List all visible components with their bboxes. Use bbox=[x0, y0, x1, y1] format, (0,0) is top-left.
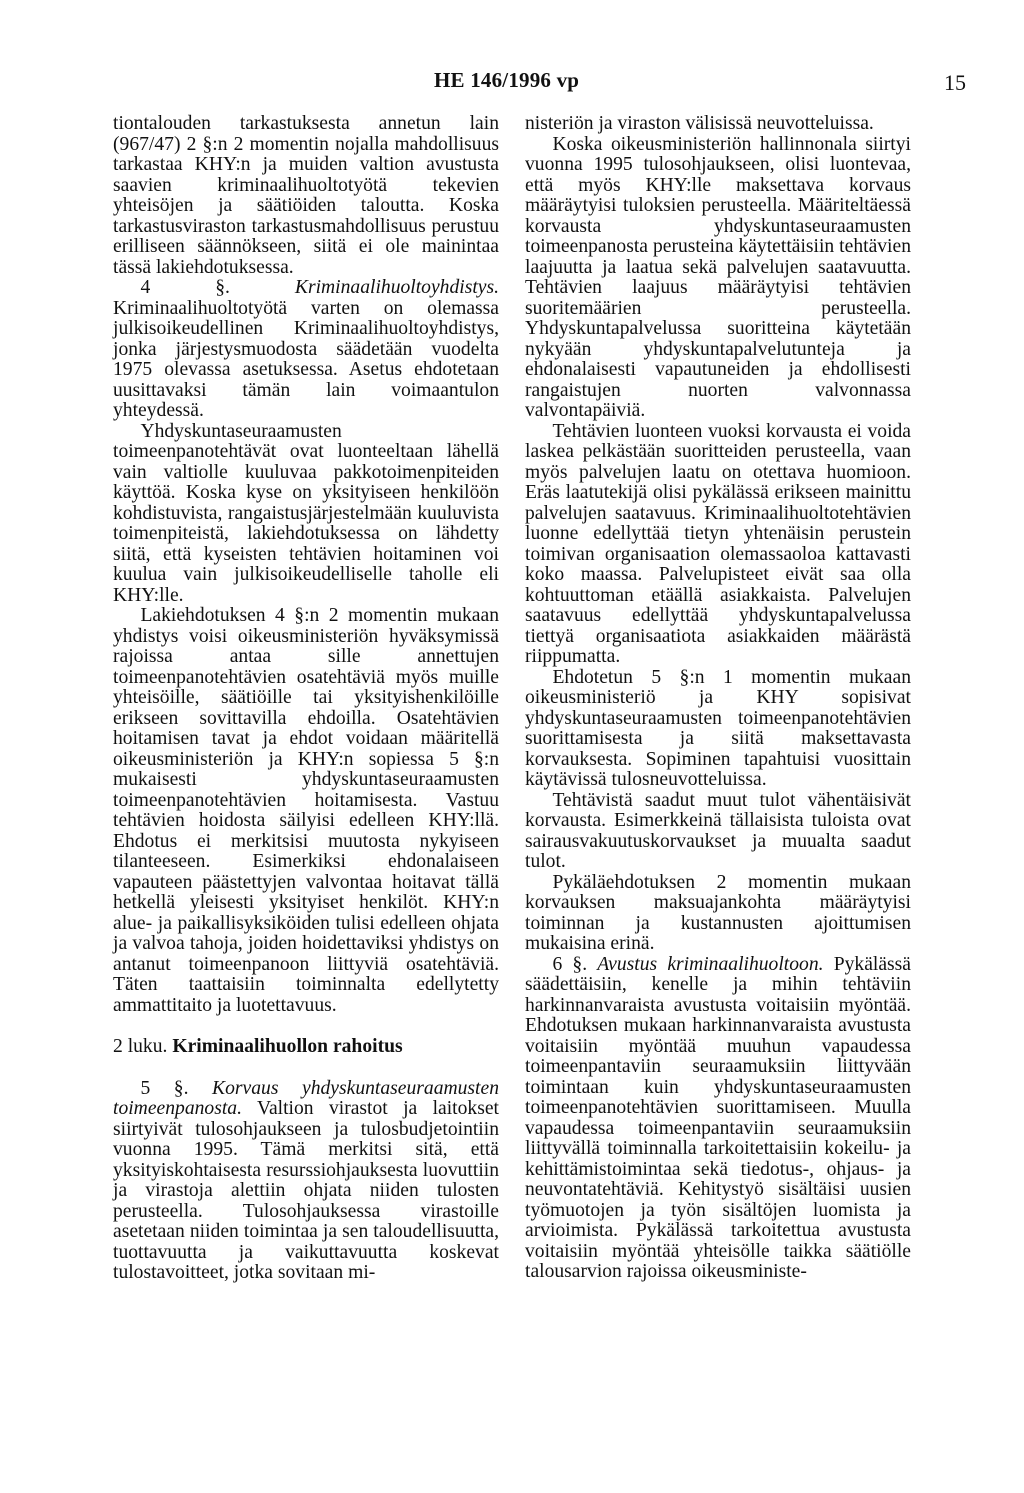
document-id: HE 146/1996 vp bbox=[434, 68, 580, 92]
left-column bbox=[113, 114, 499, 1284]
section-text: Pykälässä säädettäisiin, kenelle ja mihin tehtäviin harkinnanvaraista avustusta voitaisiin myöntää. Ehdotuksen mukaan harkinnanvaraista avustusta voitaisiin myöntää muuhun vapaudessa toimeenpantaviin seuraamuksiin liittyvään toimintaan kuin yhdyskuntaseuraamusten toimeenpanotehtävien suorittamiseen. Muulla vapaudessa toimeenpantaviin seuraamuksiin liittyvällä toiminnalla tarkoitettaisiin kokeilu- ja kehittämistoimintaa sekä tiedotus-, ohjaus- ja neuvontatehtäviä. Kehitystyö sisältäisi uusien työmuotojen ja työn sisältöjen luomista ja arvioimista. Pykälässä tarkoitettua avustusta voitaisiin myöntää yhteisölle taikka säätiölle talousarvion rajoissa oikeusministe- bbox=[525, 953, 911, 1282]
paragraph: Tehtävistä saadut muut tulot vähentäisivät korvausta. Esimerkkeinä tällaisista tuloista ovat sairausvakuutuskorvaukset ja muualta saadut tulot. bbox=[525, 789, 911, 872]
chapter-title: Kriminaalihuollon rahoitus bbox=[172, 1036, 403, 1057]
section-title: Korvaus yhdyskuntaseuraamusten toimeenpanosta. bbox=[113, 1077, 499, 1119]
paragraph: Tehtävien luonteen vuoksi korvausta ei voida laskea pelkästään suoritteiden perusteella, vaan myös palvelujen laatu on otettava huomioon. Eräs laatutekijä olisi pykälässä erikseen mainittu palvelujen saatavuus. Kriminaalihuoltotehtävien luonne edellyttää tietyn yhtenäisin perustein toimivan organisaation olemassaoloa kattavasti koko maassa. Palvelupisteet eivät saa olla kohtuuttoman etäällä asiakkaista. Palvelujen saatavuus edellyttää yhdyskuntapalvelussa tiettyä organisaatiota asiakkaiden määrästä riippumatta. bbox=[525, 420, 911, 667]
paragraph: Lakiehdotuksen 4 §:n 2 momentin mukaan yhdistys voisi oikeusministeriön hyväksymissä rajoissa antaa sille annettujen toimeenpanotehtävien osatehtäviä myös muille yhteisöille, säätiöille tai yksityishenkilöille erikseen sovittavilla ehdoilla. Osatehtävien hoitamisen tavat ja ehdot voidaan määritellä oikeusministeriön ja KHY:n sopiessa 5 §:n mukaisesti yhdyskuntaseuraamusten toimeenpanotehtävien hoitamisesta. Vastuu tehtävien hoidosta säilyisi edelleen KHY:llä. Ehdotus ei merkitsisi muutosta nykyiseen tilanteeseen. Esimerkiksi ehdonalaiseen vapauteen päästettyjen valvontaa hoitavat tällä hetkellä yleisesti yksityiset henkilöt. KHY:n alue- ja paikallisyksiköiden tulisi edelleen ohjata ja valvoa tahoja, joiden hoidettaviksi yhdistys on antanut toimeenpanoon liittyviä osatehtäviä. Täten taattaisiin toiminnalta edellytetty ammattitaito ja luotettavuus. bbox=[113, 605, 499, 1016]
section-title: Avustus kriminaalihuoltoon. bbox=[597, 953, 824, 975]
section-text: Valtion virastot ja laitokset siirtyivät tulosohjaukseen ja tulosbudjetointiin vuonna 1995. Tämä merkitsi sitä, että yksityiskohtaisesta resurssiohjauksesta luovuttiin ja virastoja alettiin ohjata niiden tulosten perusteella. Tulosohjauksessa virastoille asetetaan niiden toimintaa ja sen taloudellisuutta, tuottavuutta ja vaikuttavuutta koskevat tulostavoitteet, jotka sovitaan mi- bbox=[113, 1098, 499, 1283]
section-5-paragraph bbox=[113, 1079, 499, 1284]
right-column bbox=[525, 114, 911, 1283]
paragraph: Pykäläehdotuksen 2 momentin mukaan korvauksen maksuajankohta määräytyisi toiminnan ja kustannusten ajoittumisen mukaisina erinä. bbox=[525, 871, 911, 954]
paragraph: Koska oikeusministeriön hallinnonala siirtyi vuonna 1995 tulosohjaukseen, olisi luontevaa, että myös KHY:lle maksettava korvaus määräytyisi tuloksien perusteella. Määriteltäessä korvausta yhdyskuntaseuraamusten toimeenpanosta perusteina käytettäisiin tehtävien laajuutta ja laatua sekä palvelujen saatavuutta. Tehtävien laajuus määräytyisi tehtävien suoritemäärien perusteella. Yhdyskuntapalvelussa suoritteina käytetään nykyään yhdyskuntapalvelutunteja ja ehdonalaisesti vapautuneiden ja ehdollisesti rangaistujen nuorten valvonnassa valvontapäiviä. bbox=[525, 133, 911, 421]
section-6-paragraph bbox=[525, 955, 911, 1283]
paragraph: Ehdotetun 5 §:n 1 momentin mukaan oikeusministeriö ja KHY sopisivat yhdyskuntaseuraamusten toimeenpanotehtävien suorittamisesta ja siitä maksettavasta korvauksesta. Sopiminen tapahtuisi vuosittain käytävissä tulosneuvotteluissa. bbox=[525, 666, 911, 790]
section-text: Kriminaalihuoltotyötä varten on olemassa julkisoikeudellinen Kriminaalihuoltoyhdistys, jonka järjestysmuodosta säädetään vuodelta 1975 olevassa asetuksessa. Asetus ehdotetaan uusittavaksi tämän lain voimaantulon yhteydessä. bbox=[113, 297, 499, 421]
section-number: 5 §. bbox=[140, 1077, 189, 1099]
page-number: 15 bbox=[944, 70, 966, 95]
section-4-paragraph bbox=[113, 278, 499, 422]
chapter-heading bbox=[113, 1037, 499, 1058]
section-number: 6 §. bbox=[552, 953, 588, 975]
paragraph: nisteriön ja viraston välisissä neuvotteluissa. bbox=[525, 113, 874, 134]
page-header bbox=[0, 68, 1024, 98]
section-title: Kriminaalihuoltoyhdistys. bbox=[294, 277, 499, 298]
chapter-number: 2 luku. bbox=[113, 1036, 168, 1057]
paragraph: tiontalouden tarkastuksesta annetun lain (967/47) 2 §:n 2 momentin nojalla mahdollisuus tarkastaa KHY:n ja muiden valtion avustusta saavien kriminaalihuoltotyötä tekevien yhteisöjen ja säätiöiden taloutta. Koska tarkastusviraston tarkastusmahdollisuus perustuu erilliseen säännökseen, siitä ei ole mainintaa tässä lakiehdotuksessa. bbox=[113, 113, 499, 278]
section-number: 4 §. bbox=[140, 277, 230, 298]
paragraph: Yhdyskuntaseuraamusten toimeenpanotehtävät ovat luonteeltaan lähellä vain valtiolle kuuluvaa pakkotoimenpiteiden käyttöä. Koska kyse on yksityiseen henkilöön kohdistuvista, rangaistusjärjestelmään kuuluvista toimenpiteistä, lakiehdotuksessa on lähdetty siitä, että kyseisten tehtävien hoitaminen voi kuulua vain julkisoikeudelliselle taholle eli KHY:lle. bbox=[113, 420, 499, 606]
